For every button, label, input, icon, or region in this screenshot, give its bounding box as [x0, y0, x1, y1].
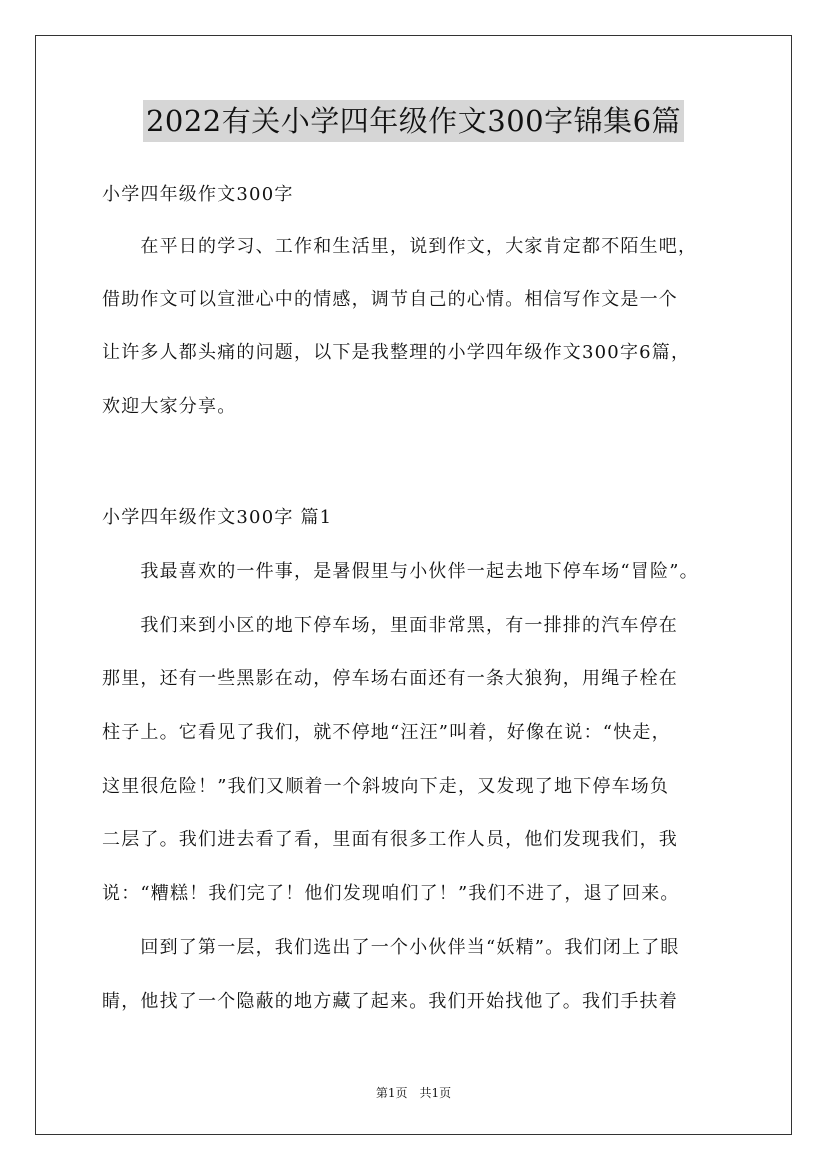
- paragraph-line: 睛，他找了一个隐蔽的地方藏了起来。我们开始找他了。我们手扶着: [102, 991, 678, 1012]
- paragraph-line: 欢迎大家分享。: [102, 396, 237, 417]
- paragraph-line: 那里，还有一些黑影在动，停车场右面还有一条大狼狗，用绳子栓在: [102, 668, 678, 689]
- paragraph-line: 二层了。我们进去看了看，里面有很多工作人员，他们发现我们，我: [102, 829, 678, 850]
- paragraph-line: 回到了第一层，我们选出了一个小伙伴当“妖精”。我们闭上了眼: [102, 937, 680, 958]
- paragraph-line: 在平日的学习、工作和生活里，说到作文，大家肯定都不陌生吧，: [102, 236, 698, 257]
- section-heading: 小学四年级作文300字: [102, 184, 294, 205]
- document-title: 2022有关小学四年级作文300字锦集6篇: [143, 100, 684, 142]
- paragraph-line: 说：“糟糕！我们完了！他们发现咱们了！”我们不进了，退了回来。: [102, 883, 680, 904]
- page-footer: 第1页 共1页: [375, 1086, 452, 1100]
- section-heading: 小学四年级作文300字 篇1: [102, 507, 333, 528]
- paragraph-line: 柱子上。它看见了我们，就不停地“汪汪”叫着，好像在说：“快走，: [102, 722, 671, 743]
- paragraph-line: 借助作文可以宣泄心中的情感，调节自己的心情。相信写作文是一个: [102, 289, 678, 310]
- paragraph-line: 我最喜欢的一件事，是暑假里与小伙伴一起去地下停车场“冒险”。: [102, 561, 699, 582]
- document-title-wrapper: [0, 100, 827, 142]
- paragraph-line: 这里很危险！”我们又顺着一个斜坡向下走，又发现了地下停车场负: [102, 776, 670, 797]
- paragraph-line: 让许多人都头痛的问题，以下是我整理的小学四年级作文300字6篇，: [102, 342, 691, 363]
- paragraph-line: 我们来到小区的地下停车场，里面非常黑，有一排排的汽车停在: [102, 615, 678, 636]
